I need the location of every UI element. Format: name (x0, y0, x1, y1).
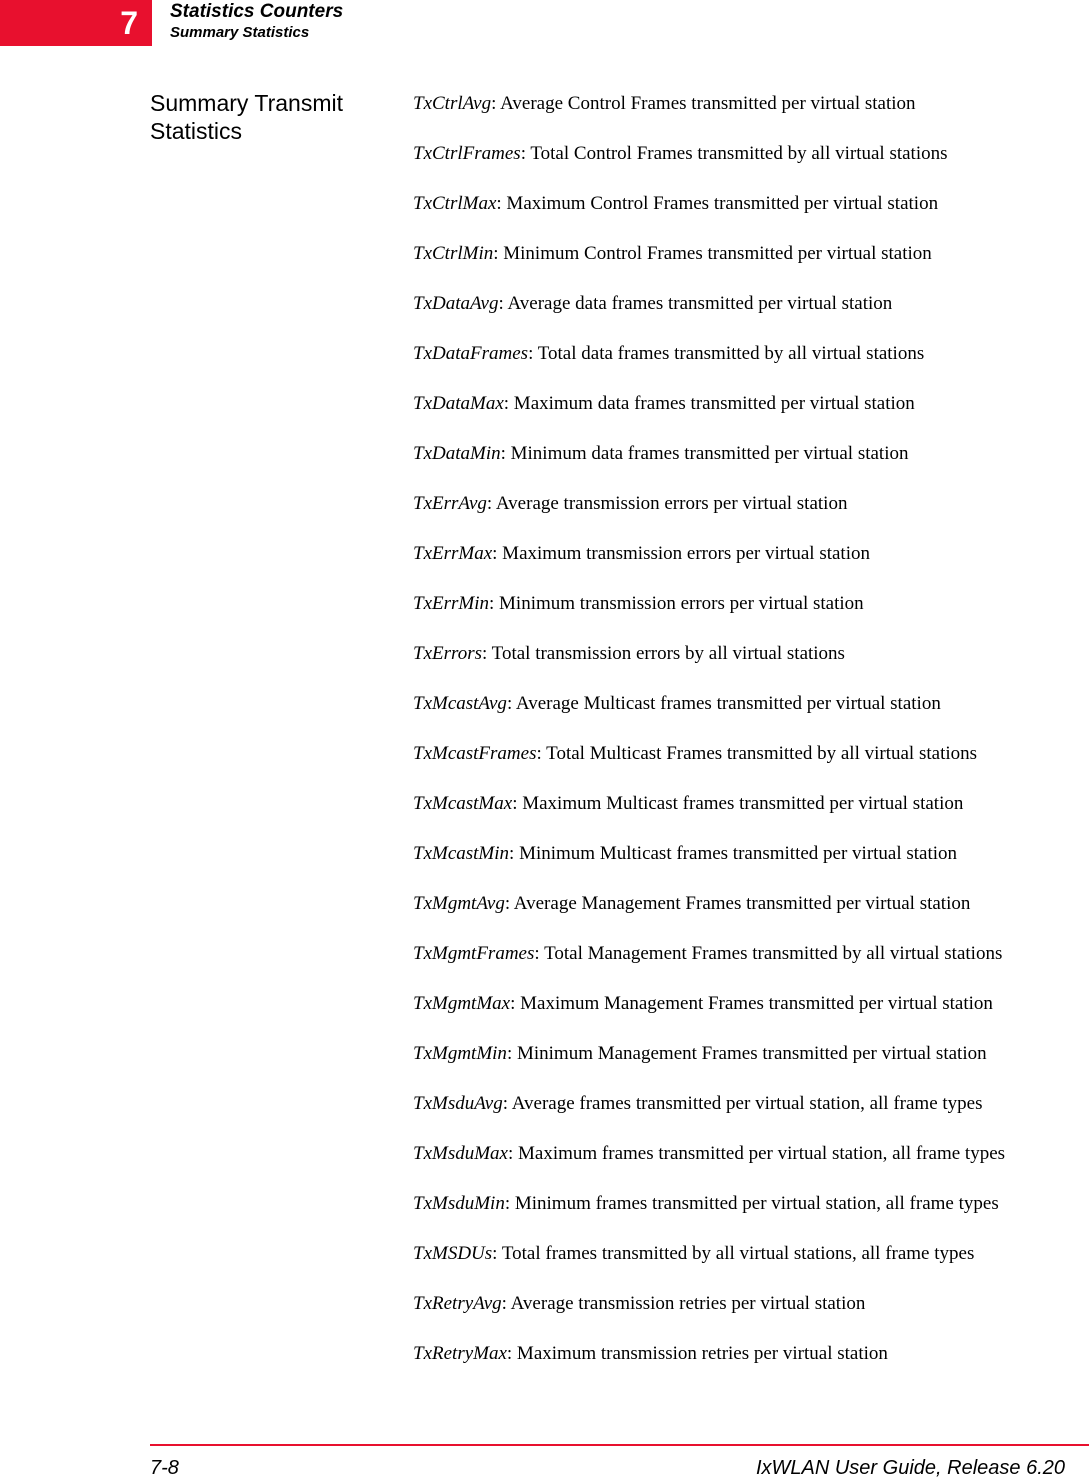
list-item (413, 440, 1083, 490)
statistic-term: TxDataMax (413, 393, 504, 414)
statistic-term: TxCtrlFrames (413, 143, 521, 164)
statistic-term: TxMcastAvg (413, 693, 507, 714)
statistic-term: TxErrMin (413, 593, 489, 614)
statistic-description: : Average Multicast frames transmitted per virtual station (506, 693, 941, 714)
statistic-description: : Minimum Management Frames transmitted per virtual station (506, 1043, 987, 1064)
footer-rule (150, 1444, 1089, 1446)
list-item (413, 1090, 1083, 1140)
statistic-term: TxRetryMax (413, 1343, 507, 1364)
statistic-term: TxMgmtFrames (413, 943, 535, 964)
statistic-term: TxMSDUs (413, 1243, 493, 1264)
list-item (413, 140, 1083, 190)
list-item (413, 840, 1083, 890)
statistic-term: TxCtrlAvg (413, 93, 492, 114)
list-item (413, 890, 1083, 940)
list-item (413, 640, 1083, 690)
statistic-description: : Maximum frames transmitted per virtual station, all frame types (507, 1143, 1006, 1164)
statistic-term: TxMsduAvg (413, 1093, 503, 1114)
running-header (170, 1, 343, 43)
statistic-term: TxRetryAvg (413, 1293, 502, 1314)
statistic-description: : Maximum data frames transmitted per virtual station (503, 393, 915, 414)
statistic-term: TxMcastMax (413, 793, 513, 814)
statistic-description: : Minimum Control Frames transmitted per virtual station (493, 243, 932, 264)
statistic-description: : Total Multicast Frames transmitted by all virtual stations (536, 743, 978, 764)
chapter-title: Statistics Counters (170, 1, 344, 22)
statistic-description: : Minimum transmission errors per virtual station (489, 593, 864, 614)
statistic-term: TxDataAvg (413, 293, 499, 314)
list-item (413, 1190, 1083, 1240)
section-title: Summary Statistics (170, 24, 310, 41)
statistic-term: TxMgmtMax (413, 993, 511, 1014)
list-item (413, 340, 1083, 390)
statistic-description: : Total data frames transmitted by all virtual stations (528, 343, 925, 364)
chapter-tab (0, 0, 152, 46)
list-item (413, 490, 1083, 540)
page-number: 7-8 (150, 1457, 179, 1479)
list-item (413, 1140, 1083, 1190)
statistic-description: : Total frames transmitted by all virtual stations, all frame types (492, 1243, 975, 1264)
statistic-term: TxCtrlMin (413, 243, 494, 264)
chapter-number: 7 (120, 5, 138, 41)
statistic-term: TxCtrlMax (413, 193, 497, 214)
statistic-term: TxMgmtMin (413, 1043, 507, 1064)
list-item (413, 1040, 1083, 1090)
document-title: IxWLAN User Guide, Release 6.20 (755, 1457, 1065, 1479)
statistic-description: : Minimum data frames transmitted per virtual station (500, 443, 909, 464)
statistic-description: : Minimum Multicast frames transmitted per virtual station (509, 843, 958, 864)
statistic-description: : Maximum Control Frames transmitted per virtual station (496, 193, 939, 214)
statistic-term: TxErrMax (413, 543, 493, 564)
statistic-description: : Average transmission errors per virtual station (486, 493, 848, 514)
list-item (413, 790, 1083, 840)
list-item (413, 740, 1083, 790)
statistic-term: TxDataFrames (413, 343, 529, 364)
list-item (413, 1340, 1083, 1390)
list-item (413, 1290, 1083, 1340)
statistic-term: TxMsduMin (413, 1193, 505, 1214)
statistic-term: TxMcastFrames (413, 743, 537, 764)
statistic-description: : Maximum transmission errors per virtual station (492, 543, 870, 564)
statistic-description: : Maximum Multicast frames transmitted per virtual station (512, 793, 964, 814)
list-item (413, 940, 1083, 990)
list-item (413, 590, 1083, 640)
list-item (413, 990, 1083, 1040)
statistic-term: TxErrors (413, 643, 482, 664)
list-item (413, 390, 1083, 440)
statistic-description: : Average frames transmitted per virtual station, all frame types (502, 1093, 983, 1114)
statistic-description: : Total Control Frames transmitted by all virtual stations (520, 143, 948, 164)
statistic-term: TxMgmtAvg (413, 893, 505, 914)
list-item (413, 540, 1083, 590)
statistic-description: : Maximum Management Frames transmitted per virtual station (510, 993, 993, 1014)
list-item (413, 690, 1083, 740)
statistic-description: : Average Control Frames transmitted per virtual station (491, 93, 916, 114)
statistic-term: TxMcastMin (413, 843, 510, 864)
list-item (413, 1240, 1083, 1290)
list-item (413, 190, 1083, 240)
statistic-term: TxDataMin (413, 443, 501, 464)
statistic-description: : Total Management Frames transmitted by all virtual stations (534, 943, 1003, 964)
statistic-description: : Average transmission retries per virtual station (501, 1293, 866, 1314)
statistics-list (413, 90, 1083, 1390)
statistic-description: : Average data frames transmitted per virtual station (498, 293, 893, 314)
list-item (413, 90, 1083, 140)
list-item (413, 240, 1083, 290)
statistic-term: TxMsduMax (413, 1143, 508, 1164)
statistic-term: TxErrAvg (413, 493, 487, 514)
statistic-description: : Maximum transmission retries per virtual station (506, 1343, 888, 1364)
statistic-description: : Total transmission errors by all virtual stations (481, 643, 845, 664)
statistic-description: : Average Management Frames transmitted per virtual station (504, 893, 971, 914)
list-item (413, 290, 1083, 340)
statistic-description: : Minimum frames transmitted per virtual station, all frame types (504, 1193, 999, 1214)
section-heading: Summary Transmit Statistics (150, 90, 343, 144)
